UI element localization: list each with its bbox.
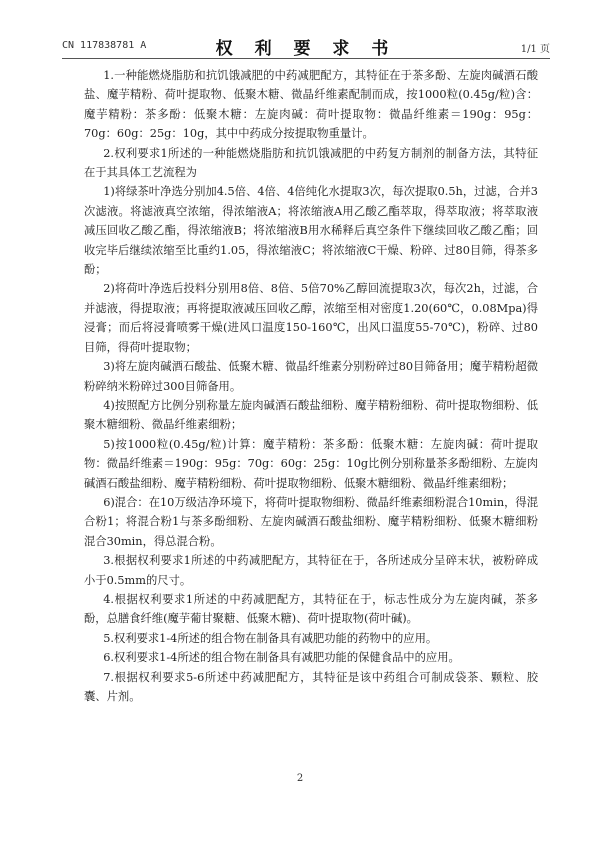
claim-2-step-6: 6)混合：在10万级洁净环境下，将荷叶提取物细粉、微晶纤维素细粉混合10min，得混合粉1；将混合粉1与茶多酚细粉、左旋肉碱酒石酸盐细粉、魔芋精粉细粉、低聚木糖细粉混合30min，得总混合粉。 [84, 495, 538, 548]
page-number: 2 [296, 773, 304, 784]
claim-4: 4.根据权利要求1所述的中药减肥配方，其特征在于，标志性成分为左旋肉碱，茶多酚，总膳食纤维(魔芋葡甘聚糖、低聚木糖)、荷叶提取物(荷叶碱)。 [84, 592, 538, 626]
claim-6: 6.权利要求1-4所述的组合物在制备具有减肥功能的保健食品中的应用。 [103, 651, 460, 665]
claim-3: 3.根据权利要求1所述的中药减肥配方，其特征在于，各所述成分呈碎末状，被粉碎成小于0.5mm的尺寸。 [84, 554, 538, 587]
claim-2-step-5: 5)按1000粒(0.45g/粒)计算：魔芋精粉：茶多酚：低聚木糖：左旋肉碱：荷叶提取物：微晶纤维素＝190g：95g：70g：60g：25g：10g比例分别称量茶多酚细粉、左旋肉碱酒石酸盐细粉、魔芋精粉细粉、荷叶提取物细粉、低聚木糖细粉、微晶纤维素细粉； [84, 437, 538, 490]
claim-7: 7.根据权利要求5-6所述中药减肥配方，其特征是该中药组合可制成袋茶、颗粒、胶囊、片剂。 [84, 670, 538, 703]
claim-2-step-3: 3)将左旋肉碱酒石酸盐、低聚木糖、微晶纤维素分别粉碎过80目筛备用；魔芋精粉超微粉碎纳米粉碎过300目筛备用。 [84, 360, 538, 393]
document-title: 权 利 要 求 书 [215, 39, 397, 59]
page-count: 1/1 页 [520, 44, 550, 55]
claims-body [84, 66, 538, 706]
claim-1: 1.一种能燃烧脂肪和抗饥饿减肥的中药减肥配方，其特征在于茶多酚、左旋肉碱酒石酸盐、魔芋精粉、荷叶提取物、低聚木糖、微晶纤维素配制而成，按1000粒(0.45g/粒)含：魔芋精粉：茶多酚：低聚木糖：左旋肉碱：荷叶提取物：微晶纤维素＝190g：95g：70g：60g：25g：10g，其中中药成分按提取物重量计。 [84, 69, 538, 141]
claim-5: 5.权利要求1-4所述的组合物在制备具有减肥功能的药物中的应用。 [103, 631, 438, 645]
claim-2: 2.权利要求1所述的一种能燃烧脂肪和抗饥饿减肥的中药复方制剂的制备方法，其特征在于其具体工艺流程为 [84, 146, 538, 180]
claim-2-step-4: 4)按照配方比例分别称量左旋肉碱酒石酸盐细粉、魔芋精粉细粉、荷叶提取物细粉、低聚木糖细粉、微晶纤维素细粉； [84, 398, 538, 432]
publication-number: CN 117838781 A [62, 40, 147, 51]
claim-2-step-2: 2)将荷叶净选后投料分别用8倍、8倍、5倍70%乙醇回流提取3次，每次2h，过滤，合并滤液，得提取液；再将提取液减压回收乙醇，浓缩至相对密度1.20(60℃，0.08Mpa)得浸膏；而后将浸膏喷雾干燥(进风口温度150-160℃，出风口温度55-70℃)，粉碎、过80目筛，得荷叶提取物； [84, 282, 538, 354]
claim-2-step-1: 1)将绿茶叶净选分别加4.5倍、4倍、4倍纯化水提取3次，每次提取0.5h，过滤，合并3次滤液。将滤液真空浓缩，得浓缩液A；将浓缩液A用乙酸乙酯萃取，得萃取液；将萃取液减压回收乙酸乙酯，得浓缩液B；将浓缩液B用水稀释后真空条件下继续回收乙酸乙酯；回收完毕后继续浓缩至比重约1.05，得浓缩液C；将浓缩液C干燥、粉碎、过80目筛，得茶多酚； [84, 185, 538, 277]
header-rule [62, 58, 550, 59]
page-header [62, 34, 550, 59]
